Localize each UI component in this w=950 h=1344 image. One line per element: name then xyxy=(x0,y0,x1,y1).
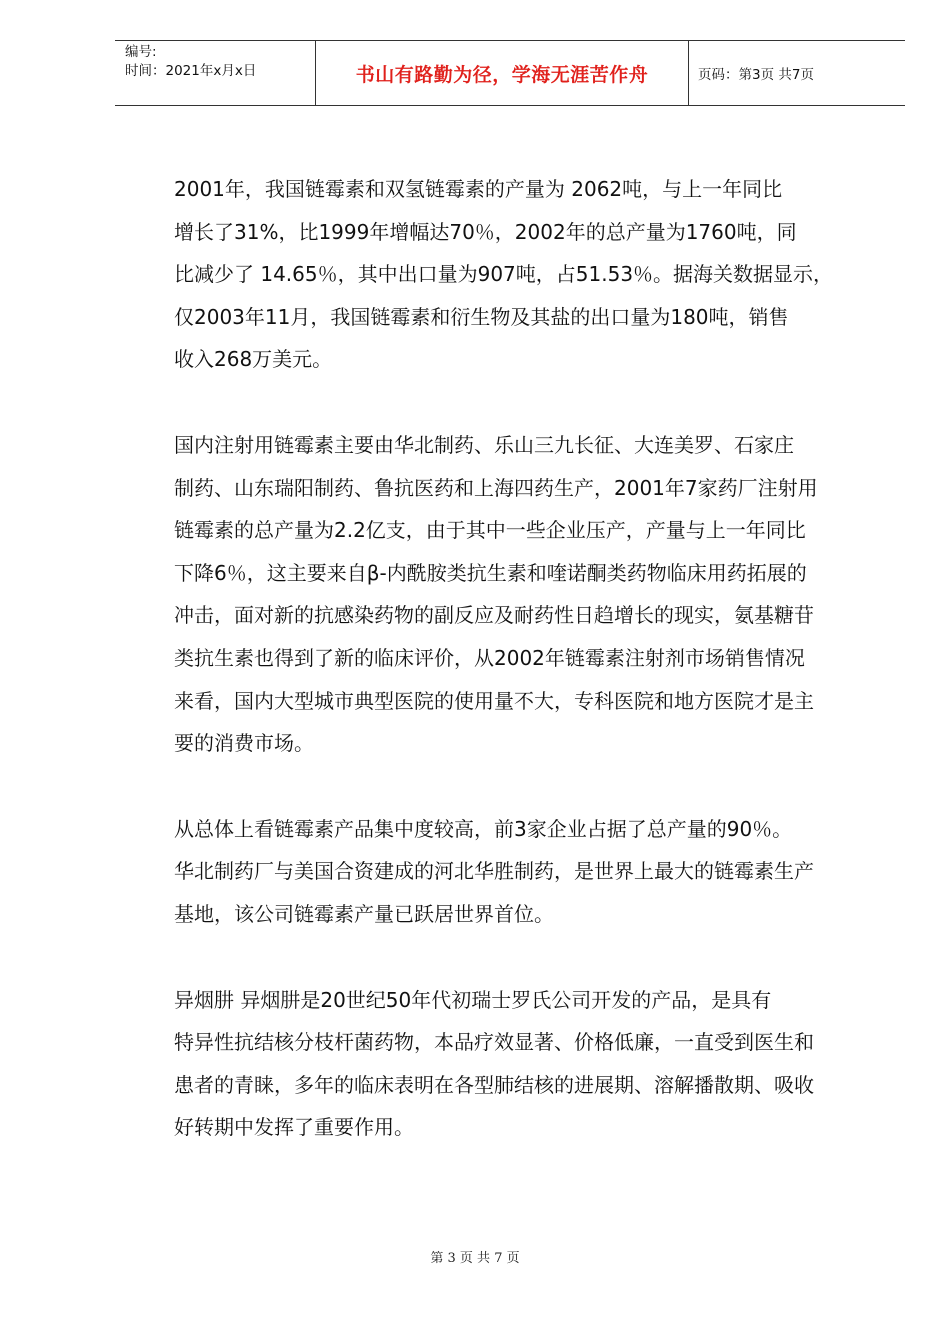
header-meta-cell xyxy=(115,41,316,105)
text-line: 特异性抗结核分枝杆菌药物，本品疗效显著、价格低廉，一直受到医生和 xyxy=(174,1030,814,1055)
text-line: 基地，该公司链霉素产量已跃居世界首位。 xyxy=(174,901,554,926)
text-line: 来看，国内大型城市典型医院的使用量不大，专科医院和地方医院才是主 xyxy=(174,688,814,713)
text-line: 比减少了 14.65％，其中出口量为907吨，占51.53％。据海关数据显示， xyxy=(174,262,834,287)
text-line: 好转期中发挥了重要作用。 xyxy=(174,1115,414,1140)
paragraph-concentration xyxy=(145,808,885,936)
text-line: 要的消费市场。 xyxy=(174,731,314,756)
text-line: 增长了31%，比1999年增幅达70％，2002年的总产量为1760吨，同 xyxy=(174,219,797,244)
document-number-label: 编号: xyxy=(125,44,157,60)
text-line: 冲击，面对新的抗感染药物的副反应及耐药性日趋增长的现实，氨基糖苷 xyxy=(174,603,814,628)
text-line: 2001年，我国链霉素和双氢链霉素的产量为 2062吨，与上一年同比 xyxy=(174,177,783,201)
page-header xyxy=(115,40,905,106)
text-line: 仅2003年11月，我国链霉素和衍生物及其盐的出口量为180吨，销售 xyxy=(174,304,789,329)
text-line: 异烟肼 异烟肼是20世纪50年代初瑞士罗氏公司开发的产品，是具有 xyxy=(174,987,772,1012)
header-page-info: 页码：第3页 共7页 xyxy=(698,67,814,83)
text-line: 类抗生素也得到了新的临床评价，从2002年链霉素注射剂市场销售情况 xyxy=(174,645,805,670)
text-line: 国内注射用链霉素主要由华北制药、乐山三九长征、大连美罗、石家庄 xyxy=(174,432,794,457)
text-line: 链霉素的总产量为2.2亿支，由于其中一些企业压产，产量与上一年同比 xyxy=(174,518,806,543)
paragraph-isoniazid xyxy=(145,979,885,1149)
paragraph-domestic-producers xyxy=(145,424,885,765)
header-motto: 书山有路勤为径，学海无涯苦作舟 xyxy=(316,41,689,105)
paragraph-streptomycin-output xyxy=(145,168,885,381)
text-line: 患者的青睐，多年的临床表明在各型肺结核的进展期、溶解播散期、吸收 xyxy=(174,1072,814,1097)
page-footer: 第 3 页 共 7 页 xyxy=(430,1251,520,1266)
document-body xyxy=(145,168,885,1192)
text-line: 收入268万美元。 xyxy=(174,347,333,372)
text-line: 下降6％，这主要来自β-内酰胺类抗生素和喹诺酮类药物临床用药拓展的 xyxy=(174,560,807,585)
text-line: 华北制药厂与美国合资建成的河北华胜制药，是世界上最大的链霉素生产 xyxy=(174,859,814,884)
document-time-label: 时间：2021年x月x日 xyxy=(125,63,257,79)
text-line: 从总体上看链霉素产品集中度较高，前3家企业占据了总产量的90％。 xyxy=(174,816,793,841)
text-line: 制药、山东瑞阳制药、鲁抗医药和上海四药生产，2001年7家药厂注射用 xyxy=(174,475,818,500)
